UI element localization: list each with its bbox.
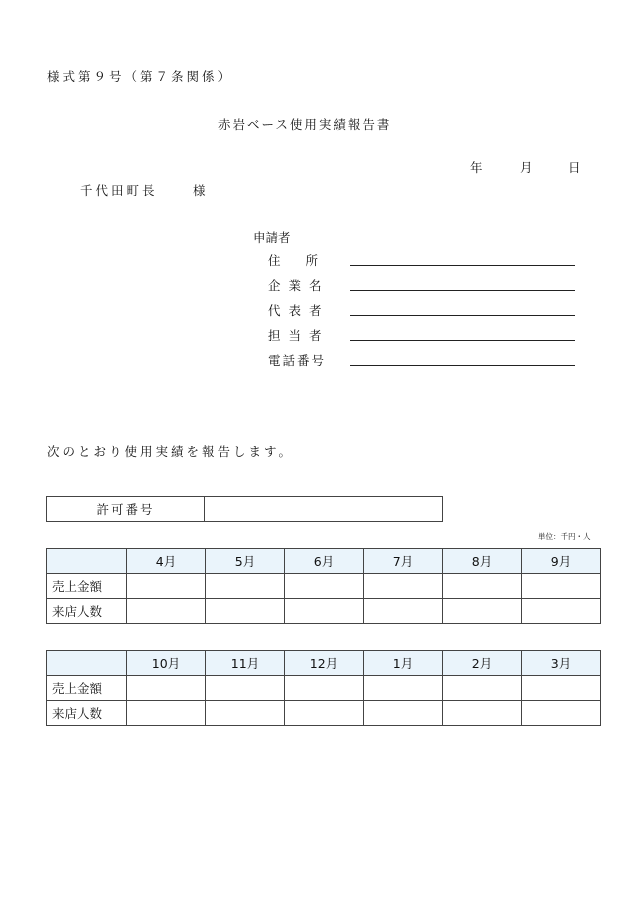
header-blank-cell — [47, 549, 127, 574]
data-cell[interactable] — [285, 599, 364, 624]
table-row — [47, 701, 601, 726]
applicant-field-representative-line[interactable] — [350, 315, 575, 316]
data-cell[interactable] — [522, 574, 601, 599]
data-cell[interactable] — [364, 701, 443, 726]
data-cell[interactable] — [443, 701, 522, 726]
data-cell[interactable] — [364, 599, 443, 624]
form-number: 様式第９号（第７条関係） — [47, 69, 234, 84]
table-row — [47, 574, 601, 599]
row-label-sales: 売上金額 — [47, 676, 127, 701]
applicant-field-company-line[interactable] — [350, 290, 575, 291]
month-header: 10月 — [127, 651, 206, 676]
report-table-first-half — [46, 548, 601, 624]
data-cell[interactable] — [443, 574, 522, 599]
data-cell[interactable] — [285, 701, 364, 726]
table-header-row — [47, 549, 601, 574]
data-cell[interactable] — [364, 676, 443, 701]
month-header: 5月 — [206, 549, 285, 574]
month-header: 12月 — [285, 651, 364, 676]
permit-value[interactable] — [205, 497, 443, 522]
applicant-field-company-label: 企業名 — [268, 278, 330, 293]
data-cell[interactable] — [285, 574, 364, 599]
month-header: 9月 — [522, 549, 601, 574]
report-table-second-half — [46, 650, 601, 726]
data-cell[interactable] — [522, 676, 601, 701]
header-blank-cell — [47, 651, 127, 676]
applicant-field-contact-line[interactable] — [350, 340, 575, 341]
permit-table — [46, 496, 443, 522]
data-cell[interactable] — [206, 574, 285, 599]
applicant-field-phone-label: 電話番号 — [268, 353, 327, 368]
data-cell[interactable] — [127, 676, 206, 701]
month-header: 1月 — [364, 651, 443, 676]
date-year-label: 年 — [470, 160, 483, 175]
month-header: 6月 — [285, 549, 364, 574]
table-row — [47, 676, 601, 701]
data-cell[interactable] — [285, 676, 364, 701]
data-cell[interactable] — [206, 599, 285, 624]
applicant-field-contact-label: 担当者 — [268, 328, 330, 343]
date-day-label: 日 — [568, 160, 581, 175]
date-month-label: 月 — [520, 160, 533, 175]
data-cell[interactable] — [127, 574, 206, 599]
applicant-field-phone-line[interactable] — [350, 365, 575, 366]
month-header: 3月 — [522, 651, 601, 676]
month-header: 7月 — [364, 549, 443, 574]
applicant-field-address-line[interactable] — [350, 265, 575, 266]
addressee-name: 千代田町長 — [80, 183, 158, 198]
month-header: 4月 — [127, 549, 206, 574]
month-header: 8月 — [443, 549, 522, 574]
row-label-visitors: 来店人数 — [47, 701, 127, 726]
unit-note: 単位：千円・人 — [538, 532, 591, 541]
month-header: 2月 — [443, 651, 522, 676]
row-label-visitors: 来店人数 — [47, 599, 127, 624]
addressee-suffix: 様 — [193, 183, 206, 198]
data-cell[interactable] — [127, 599, 206, 624]
applicant-field-representative-label: 代表者 — [268, 303, 330, 318]
applicant-heading: 申請者 — [253, 230, 291, 245]
permit-label: 許可番号 — [47, 497, 205, 522]
data-cell[interactable] — [443, 599, 522, 624]
report-statement: 次のとおり使用実績を報告します。 — [47, 444, 295, 459]
table-header-row — [47, 651, 601, 676]
data-cell[interactable] — [522, 599, 601, 624]
table-row — [47, 599, 601, 624]
month-header: 11月 — [206, 651, 285, 676]
data-cell[interactable] — [206, 701, 285, 726]
row-label-sales: 売上金額 — [47, 574, 127, 599]
data-cell[interactable] — [443, 676, 522, 701]
data-cell[interactable] — [522, 701, 601, 726]
data-cell[interactable] — [206, 676, 285, 701]
applicant-field-address-label: 住 所 — [268, 253, 319, 268]
document-title: 赤岩ベース使用実績報告書 — [218, 117, 392, 132]
data-cell[interactable] — [364, 574, 443, 599]
data-cell[interactable] — [127, 701, 206, 726]
